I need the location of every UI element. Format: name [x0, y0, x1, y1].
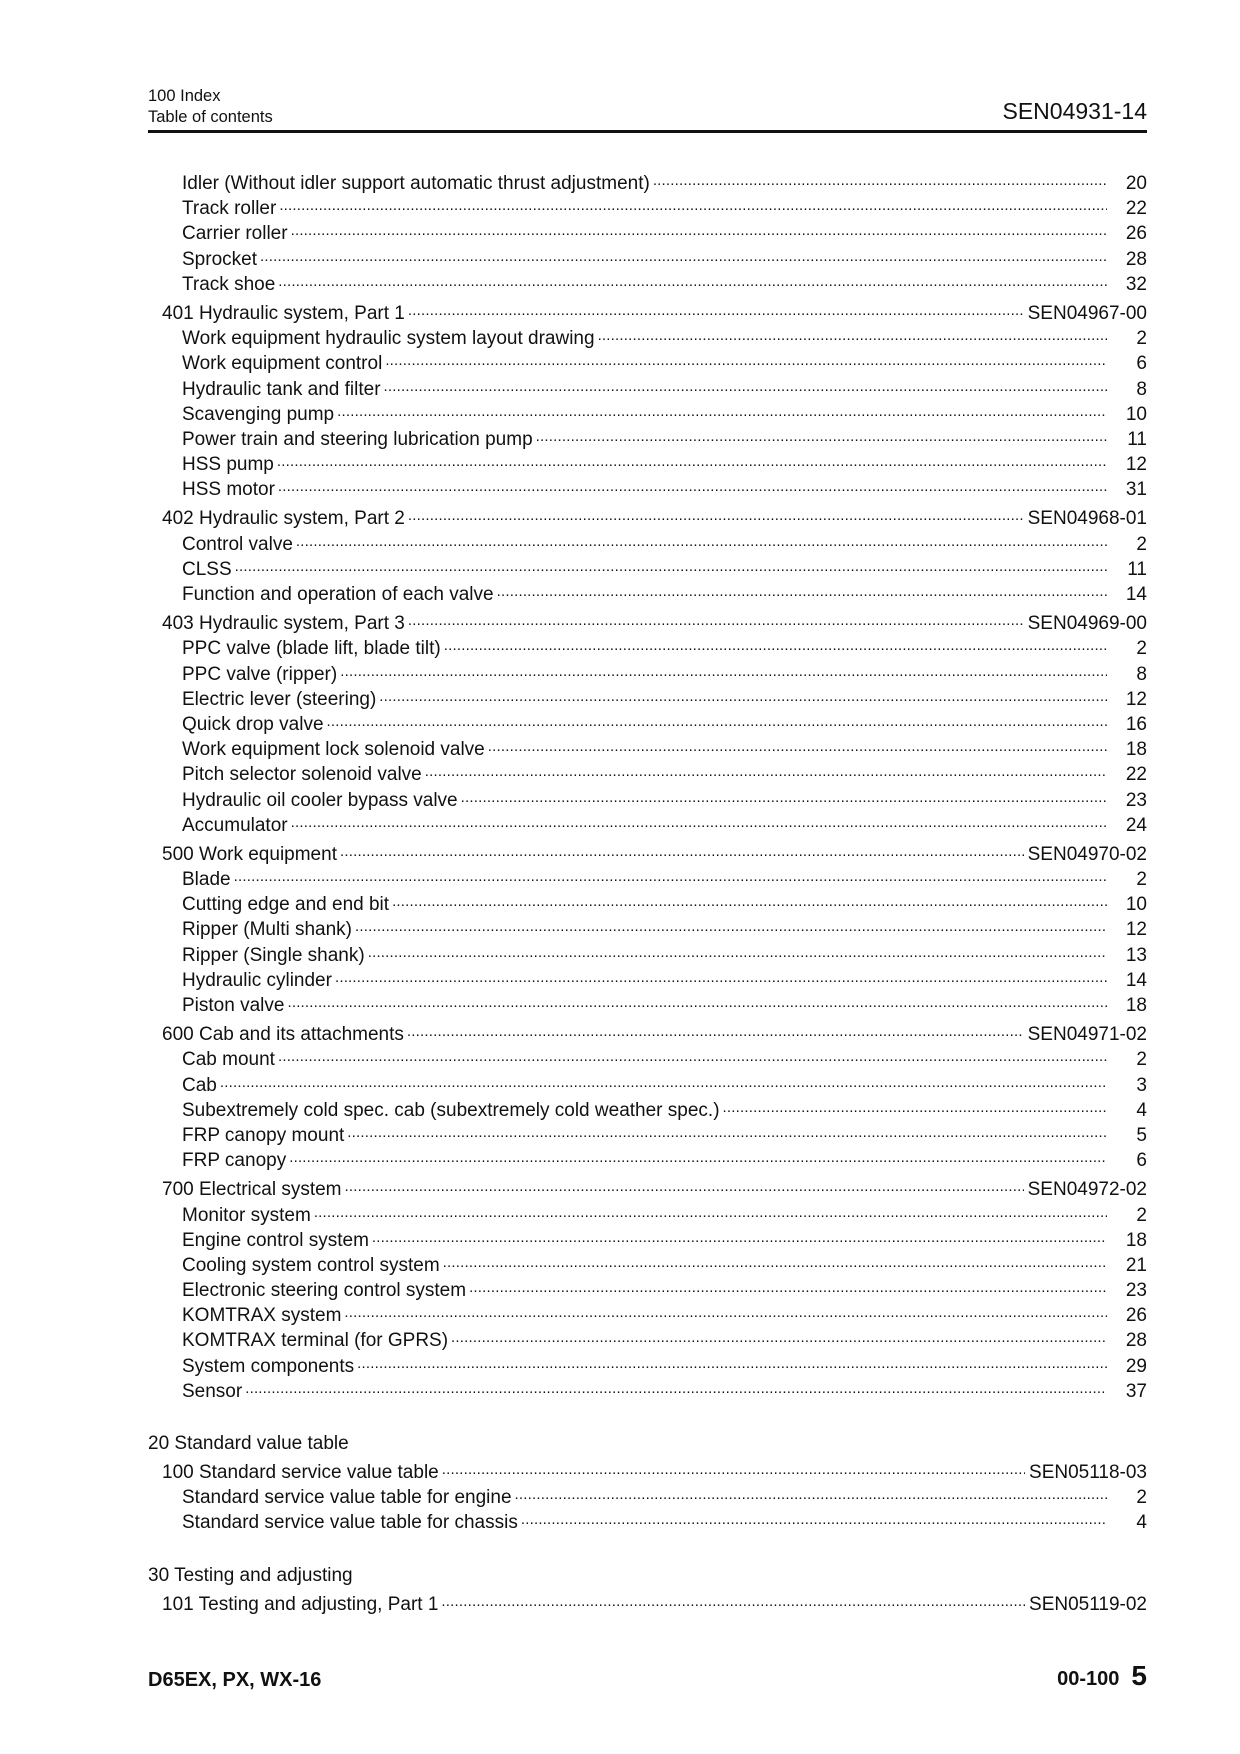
toc-item[interactable]: Engine control system ..... 18 — [148, 1228, 1147, 1253]
dot-leader — [451, 1324, 1107, 1350]
header-breadcrumb — [148, 86, 273, 128]
dot-leader — [235, 553, 1107, 579]
dot-leader — [444, 632, 1107, 658]
toc-item[interactable]: Track shoe ..... 32 — [148, 272, 1147, 297]
toc-section-403[interactable]: 403 Hydraulic system, Part 3 ..... SEN04969-00 — [148, 611, 1147, 636]
dot-leader — [392, 888, 1107, 914]
toc-item[interactable]: Accumulator ..... 24 — [148, 813, 1147, 838]
toc-chapter-30[interactable]: 30 Testing and adjusting — [148, 1564, 353, 1586]
toc-item[interactable]: Sprocket ..... 28 — [148, 247, 1147, 272]
dot-leader — [357, 1350, 1107, 1376]
footer-page-ref — [1057, 1660, 1147, 1692]
toc-item[interactable]: Hydraulic oil cooler bypass valve ..... 23 — [148, 788, 1147, 813]
dot-leader — [314, 1199, 1107, 1225]
dot-leader — [442, 1456, 1025, 1482]
dot-leader — [345, 1173, 1024, 1199]
dot-leader — [234, 863, 1107, 889]
table-of-contents — [148, 171, 1147, 1617]
toc-item[interactable]: Work equipment hydraulic system layout drawing ..... 2 — [148, 326, 1147, 351]
toc-item[interactable]: Quick drop valve ..... 16 — [148, 712, 1147, 737]
toc-section-402[interactable]: 402 Hydraulic system, Part 2 ..... SEN04968-01 — [148, 506, 1147, 531]
toc-item[interactable]: FRP canopy mount ..... 5 — [148, 1123, 1147, 1148]
dot-leader — [344, 1299, 1107, 1325]
dot-leader — [469, 1274, 1107, 1300]
dot-leader — [289, 1144, 1107, 1170]
toc-item[interactable]: Ripper (Single shank) ..... 13 — [148, 943, 1147, 968]
toc-item[interactable]: Control valve ..... 2 — [148, 532, 1147, 557]
toc-section-700[interactable]: 700 Electrical system ..... SEN04972-02 — [148, 1177, 1147, 1202]
toc-item[interactable]: Standard service value table for chassis ..... 4 — [148, 1510, 1147, 1535]
toc-item[interactable]: Cab mount ..... 2 — [148, 1047, 1147, 1072]
dot-leader — [598, 322, 1107, 348]
dot-leader — [278, 1043, 1107, 1069]
toc-section-20-100[interactable]: 100 Standard service value table ..... SEN05118-03 — [148, 1460, 1147, 1485]
toc-item[interactable]: Scavenging pump ..... 10 — [148, 402, 1147, 427]
dot-leader — [425, 758, 1107, 784]
dot-leader — [368, 939, 1107, 965]
toc-chapter-20[interactable]: 20 Standard value table — [148, 1433, 349, 1454]
toc-item[interactable]: Subextremely cold spec. cab (subextremely cold weather spec.) ..... 4 — [148, 1098, 1147, 1123]
toc-item[interactable]: Cab ..... 3 — [148, 1073, 1147, 1098]
dot-leader — [384, 373, 1107, 399]
dot-leader — [340, 658, 1107, 684]
dot-leader — [277, 448, 1107, 474]
dot-leader — [536, 423, 1107, 449]
header-doc-code: SEN04931-14 — [1002, 98, 1147, 124]
dot-leader — [497, 578, 1107, 604]
toc-item[interactable]: Ripper (Multi shank) ..... 12 — [148, 917, 1147, 942]
header-subsection: Table of contents — [148, 108, 273, 126]
dot-leader — [408, 297, 1024, 323]
toc-item[interactable]: Track roller ..... 22 — [148, 196, 1147, 221]
dot-leader — [355, 913, 1107, 939]
toc-item[interactable]: KOMTRAX system ..... 26 — [148, 1303, 1147, 1328]
toc-item[interactable]: Monitor system ..... 2 — [148, 1203, 1147, 1228]
dot-leader — [327, 708, 1107, 734]
toc-item[interactable]: HSS motor ..... 31 — [148, 477, 1147, 502]
toc-item[interactable]: Sensor ..... 37 — [148, 1379, 1147, 1404]
toc-item[interactable]: Work equipment control ..... 6 — [148, 351, 1147, 376]
toc-item[interactable]: CLSS ..... 11 — [148, 557, 1147, 582]
dot-leader — [278, 473, 1107, 499]
dot-leader — [408, 607, 1024, 633]
toc-item[interactable]: Function and operation of each valve ..... 14 — [148, 582, 1147, 607]
toc-item[interactable]: Power train and steering lubrication pump ..... 11 — [148, 427, 1147, 452]
dot-leader — [521, 1506, 1107, 1532]
toc-section-30-101[interactable]: 101 Testing and adjusting, Part 1 ..... SEN05119-02 — [148, 1592, 1147, 1617]
footer-model: D65EX, PX, WX-16 — [148, 1669, 322, 1691]
toc-item[interactable]: Cooling system control system ..... 21 — [148, 1253, 1147, 1278]
dot-leader — [278, 268, 1107, 294]
dot-leader — [291, 217, 1107, 243]
toc-item[interactable]: Piston valve ..... 18 — [148, 993, 1147, 1018]
toc-item[interactable]: System components ..... 29 — [148, 1354, 1147, 1379]
dot-leader — [335, 964, 1107, 990]
dot-leader — [372, 1224, 1107, 1250]
toc-section-401[interactable]: 401 Hydraulic system, Part 1 ..... SEN04967-00 — [148, 301, 1147, 326]
dot-leader — [291, 809, 1107, 835]
toc-item[interactable]: KOMTRAX terminal (for GPRS) ..... 28 — [148, 1328, 1147, 1353]
dot-leader — [443, 1249, 1107, 1275]
toc-item[interactable]: FRP canopy ..... 6 — [148, 1148, 1147, 1173]
toc-item[interactable]: Electronic steering control system ..... 23 — [148, 1278, 1147, 1303]
toc-item[interactable]: Hydraulic tank and filter ..... 8 — [148, 377, 1147, 402]
toc-item[interactable]: Hydraulic cylinder ..... 14 — [148, 968, 1147, 993]
dot-leader — [279, 192, 1107, 218]
toc-item[interactable]: Carrier roller ..... 26 — [148, 221, 1147, 246]
toc-item[interactable]: Blade ..... 2 — [148, 867, 1147, 892]
toc-item[interactable]: PPC valve (ripper) ..... 8 — [148, 662, 1147, 687]
toc-item[interactable]: Idler (Without idler support automatic thrust adjustment) ..... 20 — [148, 171, 1147, 196]
toc-item[interactable]: PPC valve (blade lift, blade tilt) ..... 2 — [148, 636, 1147, 661]
dot-leader — [441, 1588, 1025, 1614]
toc-item[interactable]: Pitch selector solenoid valve ..... 22 — [148, 762, 1147, 787]
dot-leader — [408, 502, 1024, 528]
toc-item[interactable]: Electric lever (steering) ..... 12 — [148, 687, 1147, 712]
dot-leader — [385, 347, 1107, 373]
dot-leader — [515, 1481, 1107, 1507]
dot-leader — [461, 784, 1107, 810]
dot-leader — [287, 989, 1107, 1015]
dot-leader — [220, 1069, 1107, 1095]
dot-leader — [723, 1094, 1107, 1120]
dot-leader — [337, 398, 1107, 424]
toc-item[interactable]: Work equipment lock solenoid valve ..... 18 — [148, 737, 1147, 762]
dot-leader — [379, 683, 1107, 709]
dot-leader — [407, 1018, 1024, 1044]
dot-leader — [260, 243, 1107, 269]
footer-page-number: 5 — [1131, 1660, 1147, 1691]
toc-item[interactable]: Standard service value table for engine ..... 2 — [148, 1485, 1147, 1510]
toc-section-500[interactable]: 500 Work equipment ..... SEN04970-02 — [148, 842, 1147, 867]
dot-leader — [296, 528, 1107, 554]
dot-leader — [340, 838, 1024, 864]
footer-code: 00-100 — [1057, 1668, 1120, 1690]
header-section: 100 Index — [148, 87, 221, 105]
dot-leader — [245, 1375, 1107, 1401]
toc-item[interactable]: Cutting edge and end bit ..... 10 — [148, 892, 1147, 917]
dot-leader — [488, 733, 1107, 759]
toc-section-600[interactable]: 600 Cab and its attachments ..... SEN04971-02 — [148, 1022, 1147, 1047]
dot-leader — [653, 167, 1107, 193]
toc-item[interactable]: HSS pump ..... 12 — [148, 452, 1147, 477]
page-header — [148, 86, 1147, 133]
dot-leader — [347, 1119, 1107, 1145]
